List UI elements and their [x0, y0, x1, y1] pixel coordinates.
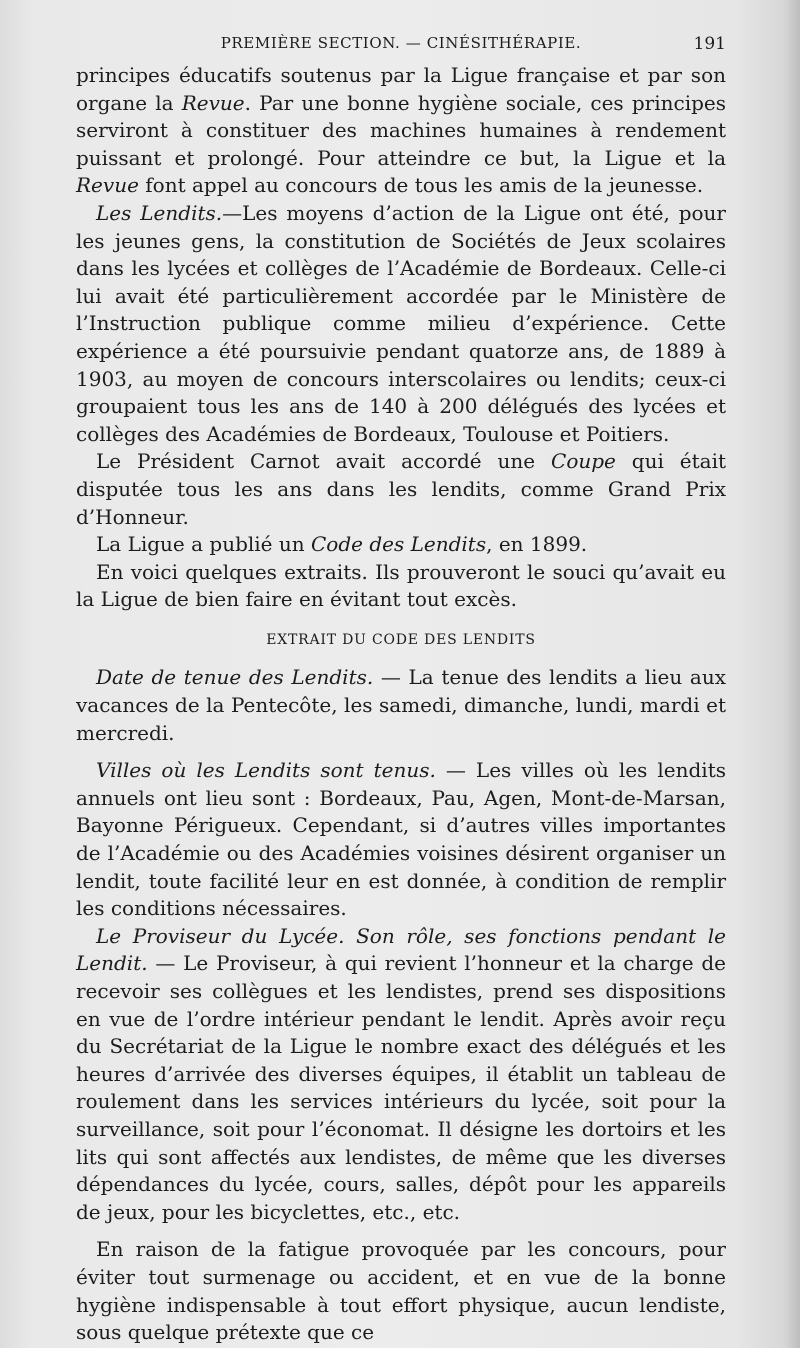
- running-head: PREMIÈRE SECTION. — CINÉSITHÉRAPIE.: [220, 34, 582, 52]
- paragraph-code: La Ligue a publié un Code des Lendits, en 1899.: [96, 532, 588, 557]
- paragraph-carnot: Le Président Carnot avait accordé une Coupe qui était disputée tous les ans dans les lendits, comme Grand Prix d’Honneur.: [76, 449, 726, 529]
- section-heading: EXTRAIT DU CODE DES LENDITS: [266, 631, 536, 648]
- page-edge-shadow: [784, 0, 800, 1348]
- paragraph-proviseur: Le Proviseur du Lycée. Son rôle, ses fonctions pendant le Lendit. — Le Proviseur, à qui revient l’honneur et la charge de recevoir ses collègues et les lendistes, prend ses dispositions en vue de l’ordre intérieur pendant le lendit. Après avoir reçu du Secrétariat de la Ligue le nombre exact des délégués et les heures d’arrivée des diverses équipes, il établit un tableau de roulement dans les services intérieurs du lycée, soit pour la surveillance, soit pour l’économat. Il désigne les dortoirs et les lits qui sont affectés aux lendistes, de même que les diverses dépendances du lycée, cours, salles, dépôt pour les appareils de jeux, pour les bicyclettes, etc., etc.: [76, 923, 726, 1224]
- paragraph-extraits: En voici quelques extraits. Ils prouveront le souci qu’avait eu la Ligue de bien faire en évitant tout excès.: [76, 559, 726, 612]
- page-number: 191: [693, 34, 726, 54]
- paragraph-title: Les Lendits.: [96, 200, 223, 225]
- paragraph-lendits: Les Lendits.—Les moyens d’action de la Ligue ont été, pour les jeunes gens, la constitution de Sociétés de Jeux scolaires dans les lycées et collèges de l’Académie de Bordeaux. Celle-ci lui avait été particulièrement accordée par le Ministère de l’Instruction publique comme milieu d’expérience. Cette expérience a été poursuivie pendant quatorze ans, de 1889 à 1903, au moyen de concours interscolaires ou lendits; ceux-ci groupaient tous les ans de 140 à 200 délégués des lycées et collèges des Académies de Bordeaux, Toulouse et Poitiers.: [76, 200, 726, 446]
- paragraph-date: Date de tenue des Lendits. — La tenue des lendits a lieu aux vacances de la Pentecôte, les samedi, dimanche, lundi, mardi et mercredi.: [76, 665, 726, 745]
- page-header: [76, 30, 726, 56]
- paragraph-fatigue: En raison de la fatigue provoquée par les concours, pour éviter tout surmenage ou accident, et en vue de la bonne hygiène indispensable à tout effort physique, aucun lendiste, sous quelque prétexte que ce: [76, 1237, 726, 1345]
- paragraph-1: principes éducatifs soutenus par la Ligue française et par son organe la Revue. Par une bonne hygiène sociale, ces principes serviront à constituer des machines humaines à rendement puissant et prolongé. Pour atteindre ce but, la Ligue et la Revue font appel au concours de tous les amis de la jeunesse.: [76, 63, 726, 198]
- paragraph-title: Le Proviseur du Lycée. Son rôle, ses fonctions pendant le Lendit.: [76, 923, 726, 976]
- paragraph-title: Villes où les Lendits sont tenus.: [96, 758, 436, 783]
- paragraph-villes: Villes où les Lendits sont tenus. — Les villes où les lendits annuels ont lieu sont : Bordeaux, Pau, Agen, Mont-de-Marsan, Bayonne Périgueux. Cependant, si d’autres villes importantes de l’Académie ou des Académies voisines désirent organiser un lendit, toute facilité leur en est donnée, à condition de remplir les conditions nécessaires.: [76, 758, 726, 921]
- body-text: [76, 62, 726, 1347]
- paragraph-title: Date de tenue des Lendits.: [96, 665, 374, 690]
